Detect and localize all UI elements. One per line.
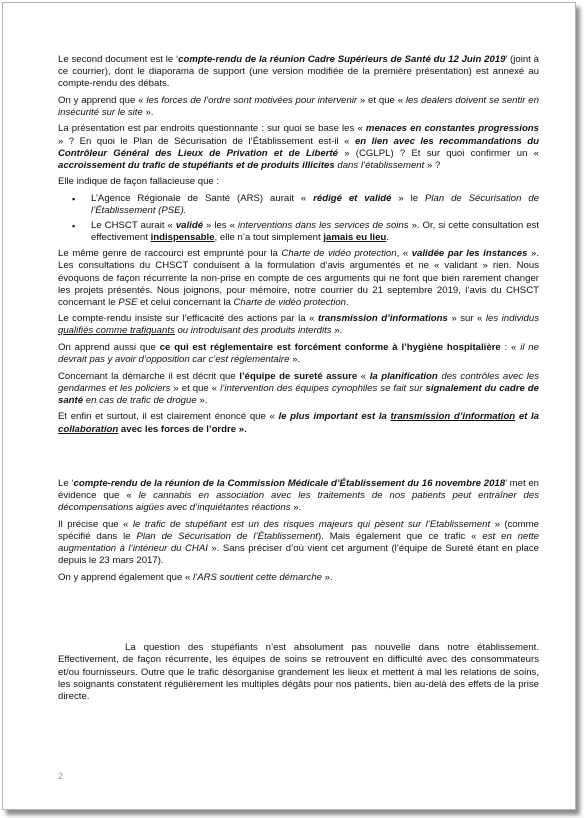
document-name: PSE [118,296,138,308]
document-name: Plan de Sécurisation de l’Établissement [136,531,318,542]
text: . [346,296,349,308]
paragraph-fallacieuse [58,176,539,188]
text: » sur « [447,313,486,325]
quote: menaces en constantes progressions [365,123,540,135]
emphasis: l’équipe de sureté assure [239,370,358,382]
paragraph-conclusion [58,411,539,435]
text: et celui concernant la [137,296,234,308]
paragraph-demarche [58,371,539,407]
text: On y apprend que « [58,94,147,106]
text: , elle n’a tout simplement [214,232,324,244]
document-page [2,2,576,810]
emphasis: avec les forces de l’ordre [118,423,237,435]
paragraph-charte [58,248,539,308]
text: . [386,232,389,244]
quote: le trafic de stupéfiant est un des risques majeurs qui pèsent sur l’Etablissement [132,518,491,530]
text: Concernant la démarche il est décrit que [58,370,240,382]
paragraph-stupefiants [58,642,539,702]
quote: en lien avec les recommandations du Contrôleur Général des Lieux de Privation et de Liberté [58,135,539,159]
bullet-list [58,193,539,244]
text: ». Les consultations du CHSCT conduisent à la formulation d’avis argumentés et ne « validant » rien. Nous évoquons de façon récurrente la non-prise en compte de ces arguments qui ne font que bien rarement changer les projets présentés. Nous joignons, pour mémoire, notre courrier du 21 septembre 2019, l’avis du CHSCT concernant le [58,248,539,308]
spacer [58,588,539,642]
quote: en cas de trafic de drogue [83,394,197,406]
quote: et la [515,411,539,423]
paragraph-forces-ordre [58,95,539,119]
quote-underlined: collaboration [58,423,119,435]
quote-underlined: transmission d’information [390,411,516,423]
quote: est en nette augmentation à l’intérieur du CHAI [58,531,540,555]
quote: l’intervention des équipes cynophiles se fait sur [220,382,426,394]
quote: la planification [369,370,438,382]
text: ’ met en évidence que « [58,478,540,502]
text: Il précise que « [58,518,133,530]
paragraph-trafic [58,519,539,567]
document-title-cadres: compte-rendu de la réunion Cadre Supérieurs de Santé du 12 Juin 2019 [178,54,506,65]
quote-underlined: qualifiés comme trafiquants [58,325,175,337]
text: » le [391,192,425,204]
text: On apprend aussi que [58,341,160,353]
quote: rédigé et validé [313,192,392,204]
text: » (comme spécifié dans le [58,518,539,542]
text: Et enfin et surtout, il est clairement énoncé que « [58,411,279,423]
document-title-cme: compte-rendu de la réunion de la Commission Médicale d’Établissement du 16 novembre 2018 [73,478,506,490]
quote: des contrôles avec les gendarmes et les policiers [58,370,540,394]
quote: ou introduisant des produits interdits [174,325,332,337]
text: : « [500,341,521,353]
text: ». [289,354,301,366]
paragraph-cme [58,478,539,514]
text: ». [322,571,333,583]
text: ’ (joint à ce courrier), dont le diaporama de support (une version modifiée de la première présentation) est annexé au compte-rendu des débats. [58,54,539,90]
spacer [58,440,539,478]
text: ». [196,394,208,406]
text: » ? En quoi le Plan de Sécurisation de l’Établissement est-il « [58,135,355,147]
quote: signalement du cadre de santé [58,382,539,406]
text: L’Agence Régionale de Santé (ARS) aurait « [91,192,314,204]
text: » ? [424,159,441,171]
text: , « [396,248,412,260]
quote: validée par les instances [411,248,528,260]
text: La question des stupéfiants n’est absolument pas nouvelle dans notre établissement. Effectivement, de façon récurrente, les équipes de soins se retrouvent en difficulté avec des consommateurs et/ou fournisseurs. Outre que le trafic désorganise grandement les lieux et mettent à mal les relations de soins, les soignants constatent régulièrement les multiples dégâts pour nos patients, bien au-delà des effets de la prise directe. [58,642,539,702]
document-name: Charte de vidéo protection [281,248,397,260]
text: ». [142,106,154,118]
quote: l’ARS soutient cette démarche [192,571,323,583]
text: Le compte-rendu insiste sur l’efficacité des actions par la « [58,313,318,325]
text: » les « [203,220,238,232]
quote: transmission d’informations [317,313,448,325]
paragraph-presentation [58,123,539,171]
quote: il ne devrait pas y avoir d’opposition car c’est réglementaire [58,341,539,366]
text: » (CGLPL) ? Et sur quoi confirmer un « [338,147,539,159]
text: Le second document est le ‘ [58,54,179,65]
text: « [357,370,370,382]
page-number: 2 [58,771,64,781]
list-item [91,220,539,244]
text: ». [331,325,343,337]
text: ». [236,423,247,435]
quote: les forces de l’ordre sont motivées pour intervenir [146,94,358,106]
quote: accroissement du trafic de stupéfiants et de produits illicites [58,159,335,171]
text: ». Or, si cette consultation est effectivement [91,220,540,244]
quote: le plus important est la [278,411,391,423]
paragraph-second-document [58,54,539,90]
quote: dans l’établissement [334,159,425,171]
quote: interventions dans les services de soins [237,220,409,232]
text: Le même genre de raccourci est emprunté pour la [58,248,282,260]
paragraph-transmission [58,313,539,337]
document-name: Charte de vidéo protection [233,296,346,308]
text: ». [290,502,302,514]
list-item [91,193,539,217]
emphasis: jamais eu lieu [323,232,387,244]
text: ». Sans préciser d’où vient cet argument (l’équipe de Sureté étant en place depuis le 23 mars 2017). [58,543,539,567]
quote: les dealers doivent se sentir en insécurité sur le site [58,94,539,118]
text: » et que « [170,382,221,394]
document-name: Plan de Sécurisation de l’Établissement (PSE). [91,192,539,217]
quote: le cannabis en association avec les traitements de nos patients peut entraîner des décompensations aigües avec d’inquiétantes réactions [58,490,539,514]
text: Le CHSCT aurait « [91,220,176,232]
text: » et que « [357,94,406,106]
text: La présentation est par endroits questionnante : sur quoi se base les « [58,123,366,135]
paragraph-ars [58,572,539,584]
quote: validé [175,220,204,232]
document-body [58,54,539,707]
paragraph-reglementaire [58,342,539,366]
quote: les individus [485,313,539,325]
emphasis: indispensable [150,232,215,244]
text: ). Mais également que ce trafic « [317,531,483,542]
emphasis: ce qui est réglementaire est forcément conforme à l’hygiène hospitalière [159,341,501,353]
text: On y apprend également que « [58,571,193,583]
text: Elle indique de façon fallacieuse que : [58,176,220,188]
text: Le ‘ [58,478,74,490]
